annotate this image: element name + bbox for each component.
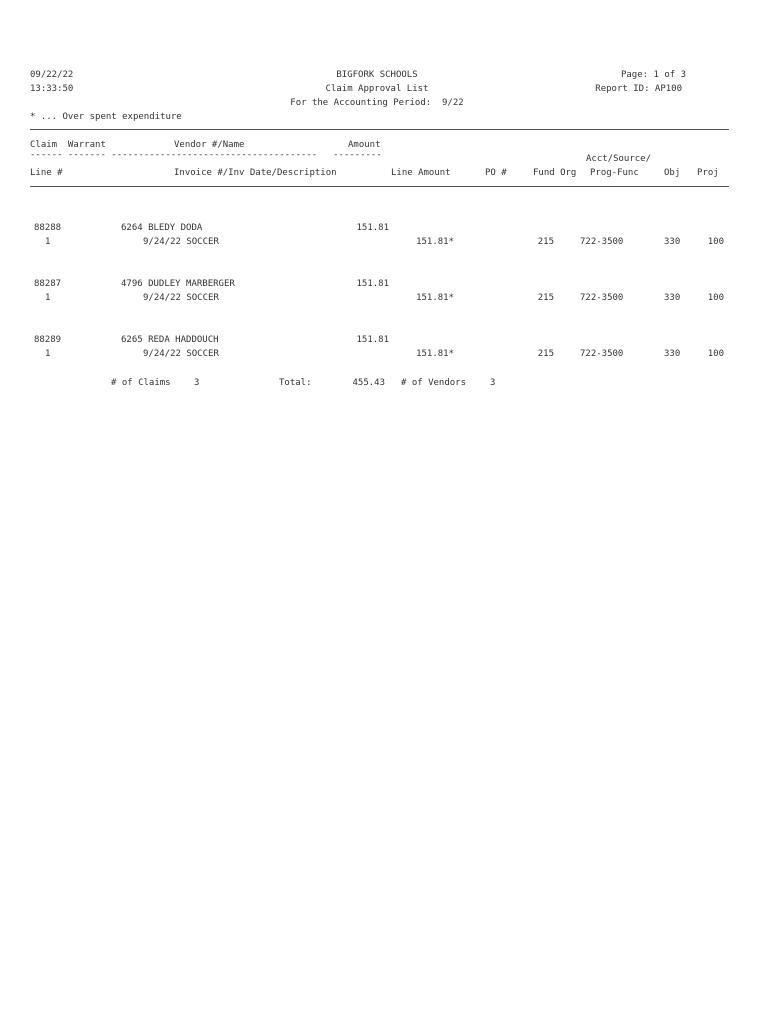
- col-proj: Proj: [697, 168, 719, 178]
- col-acct-source: Acct/Source/: [586, 154, 652, 164]
- col-dashes-amount: ---------: [333, 150, 382, 160]
- col-amount: Amount: [348, 140, 381, 150]
- proj-code: 100: [707, 293, 724, 303]
- organization-name: BIGFORK SCHOOLS: [336, 70, 418, 80]
- vendors-count: 3: [490, 378, 496, 388]
- line-amount: 151.81*: [416, 237, 454, 247]
- invoice-description: 9/24/22 SOCCER: [143, 237, 219, 247]
- claim-number: 88287: [34, 279, 62, 289]
- claim-amount: 151.81: [356, 335, 389, 345]
- invoice-description: 9/24/22 SOCCER: [143, 293, 219, 303]
- report-date: 09/22/22: [30, 70, 74, 80]
- fund-code: 215: [537, 349, 554, 359]
- claim-number: 88288: [34, 223, 62, 233]
- col-obj: Obj: [664, 168, 681, 178]
- col-fund-org: Fund Org: [533, 168, 577, 178]
- col-vendor-name: Vendor #/Name: [174, 140, 245, 150]
- report-id: Report ID: AP100: [595, 84, 682, 94]
- prog-func-code: 722-3500: [580, 349, 624, 359]
- prog-func-code: 722-3500: [580, 237, 624, 247]
- vendor-name: 6265 REDA HADDOUCH: [121, 335, 219, 345]
- proj-code: 100: [707, 237, 724, 247]
- total-label: Total:: [279, 378, 312, 388]
- col-invoice-desc: Invoice #/Inv Date/Description: [174, 168, 337, 178]
- header-rule-top: [30, 129, 729, 130]
- vendors-count-label: # of Vendors: [401, 378, 467, 388]
- col-claim-warrant: Claim Warrant: [30, 140, 106, 150]
- obj-code: 330: [664, 237, 681, 247]
- claim-amount: 151.81: [356, 279, 389, 289]
- claims-count: 3: [194, 378, 200, 388]
- claim-amount: 151.81: [356, 223, 389, 233]
- legend-note: * ... Over spent expenditure: [30, 112, 182, 122]
- col-po: PO #: [485, 168, 507, 178]
- proj-code: 100: [707, 349, 724, 359]
- report-title: Claim Approval List: [325, 84, 429, 94]
- vendor-name: 6264 BLEDY DODA: [121, 223, 203, 233]
- fund-code: 215: [537, 293, 554, 303]
- line-amount: 151.81*: [416, 293, 454, 303]
- line-number: 1: [45, 293, 51, 303]
- fund-code: 215: [537, 237, 554, 247]
- col-prog-func: Prog-Func: [590, 168, 639, 178]
- obj-code: 330: [664, 293, 681, 303]
- line-number: 1: [45, 349, 51, 359]
- page-number: Page: 1 of 3: [620, 70, 686, 80]
- total-amount: 455.43: [352, 378, 385, 388]
- line-amount: 151.81*: [416, 349, 454, 359]
- col-line-no: Line #: [30, 168, 63, 178]
- header-rule-bottom: [30, 186, 729, 187]
- claims-count-label: # of Claims: [111, 378, 171, 388]
- obj-code: 330: [664, 349, 681, 359]
- accounting-period: For the Accounting Period: 9/22: [290, 98, 464, 108]
- prog-func-code: 722-3500: [580, 293, 624, 303]
- col-line-amount: Line Amount: [391, 168, 451, 178]
- line-number: 1: [45, 237, 51, 247]
- report-time: 13:33:50: [30, 84, 74, 94]
- vendor-name: 4796 DUDLEY MARBERGER: [121, 279, 235, 289]
- col-dashes-left: ------ ------- --------------------------------------: [30, 150, 318, 160]
- claim-number: 88289: [34, 335, 62, 345]
- invoice-description: 9/24/22 SOCCER: [143, 349, 219, 359]
